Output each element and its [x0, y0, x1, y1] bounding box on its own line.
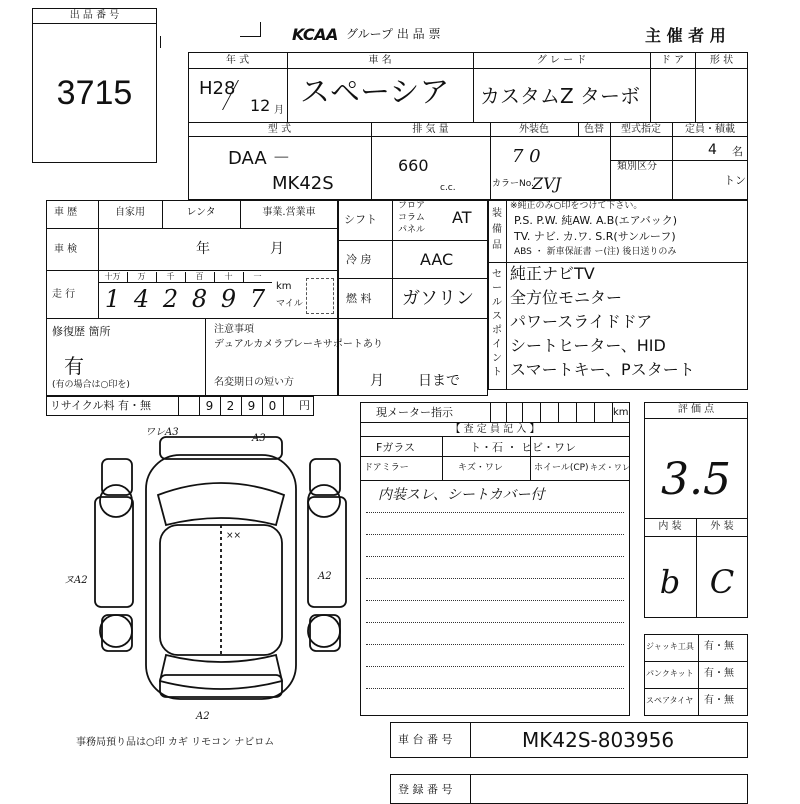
door-label: ド ア	[660, 55, 685, 66]
remark-line	[366, 512, 624, 513]
ac-value: AAC	[420, 250, 454, 269]
mileage-digit: 2	[162, 285, 179, 313]
notes-value: デュアルカメラブレーキサポートあり	[214, 339, 383, 350]
mileage-unit-label: 十	[224, 272, 233, 281]
shift-floor: フロア	[398, 201, 426, 211]
mileage-unit-label: 千	[166, 272, 175, 281]
grade-label: 評 価 点	[677, 404, 715, 415]
equipment-note: ※純正のみ○印をつけて下さい。	[510, 201, 643, 211]
recycle-digit: 9	[205, 399, 214, 413]
glass-options: ト・石 ・ ヒビ・ワレ	[470, 441, 576, 454]
accessory-label: スペアタイヤ	[646, 696, 694, 705]
type-designation-label: 型式指定	[621, 124, 661, 135]
mileage-unit-label: 十万	[104, 272, 121, 281]
remark-line	[366, 534, 624, 535]
ac-label: 冷 房	[346, 253, 372, 266]
grade-label: グ レ ー ド	[536, 55, 587, 66]
wheel-label-visible: ホイール(CP)	[534, 463, 589, 473]
capacity-unit: 名	[732, 145, 743, 158]
diagram-mark-rear: A2	[196, 711, 210, 722]
exterior-grade: C	[709, 563, 735, 601]
accessory-label: パンクキット	[646, 669, 694, 678]
fuel-value: ガソリン	[402, 288, 474, 309]
mileage-digit: 8	[191, 285, 208, 313]
remark-line	[366, 600, 624, 601]
remark-line	[366, 578, 624, 579]
recycle-digit: 2	[226, 399, 235, 413]
mileage-unit-label: 万	[137, 272, 146, 281]
mile-box	[306, 278, 334, 314]
sales-point-item: シートヒーター、HID	[510, 336, 666, 355]
registration-label: 登 録 番 号	[398, 783, 453, 796]
sales-points-label: セ ー ル ス ポ イ ン ト	[492, 269, 502, 378]
remark-line	[366, 688, 624, 689]
inspection-month: 月	[270, 241, 284, 257]
mirror-options: キズ・ワレ	[458, 463, 503, 473]
history-private: 自家用	[115, 207, 145, 218]
displacement-label: 排 気 量	[412, 124, 449, 135]
shift-column: コラム	[398, 213, 425, 223]
repair-label: 修復歴 箇所	[52, 325, 111, 338]
km-label: km	[276, 281, 292, 292]
sales-point-item: スマートキー、Pスタート	[510, 360, 695, 379]
cc-unit: c.c.	[440, 183, 456, 193]
recycle-digit: 0	[268, 399, 277, 413]
month-unit: 月	[274, 105, 284, 116]
capacity-label: 定員・積載	[685, 124, 735, 135]
mileage-digit: 7	[249, 285, 266, 313]
color-value: 7 0	[512, 146, 541, 167]
brand-logo: KCAA	[292, 25, 338, 44]
mileage-digit: 4	[133, 285, 150, 313]
interior-grade: b	[659, 563, 681, 601]
accessory-value: 有・無	[704, 668, 734, 679]
grade-score: 3.5	[661, 454, 731, 505]
displacement-value: 660	[398, 156, 429, 175]
shift-label: シフト	[344, 213, 377, 226]
remark-line	[366, 622, 624, 623]
equipment-label: 装 備 品	[492, 208, 502, 251]
year-label: 年 式	[225, 55, 250, 66]
category-label: 類別区分	[617, 161, 657, 172]
shift-panel: パネル	[398, 225, 426, 235]
chassis-label: 車 台 番 号	[398, 733, 453, 746]
equipment-row3: ABS ・ 新車保証書 ー(注) 後日送りのみ	[514, 247, 677, 257]
mirror-label: ドアミラー	[364, 463, 409, 473]
vehicle-damage-diagram	[88, 425, 348, 725]
model-code: MK42S	[272, 173, 334, 194]
glass-label: Fガラス	[376, 441, 415, 454]
shift-value: AT	[452, 208, 472, 227]
lot-label: 出 品 番 号	[69, 10, 120, 21]
form-title: グループ 出 品 票	[346, 27, 441, 41]
history-label: 車 歴	[54, 207, 78, 218]
diagram-footer: 事務局預り品は○印 カギ リモコン ナビロム	[76, 737, 275, 748]
car-name: スペーシア	[300, 75, 450, 110]
recycle-label: リサイクル料 有・無	[50, 399, 151, 412]
exterior-label: 外 装	[710, 521, 734, 532]
inspector-section-label: 【 査 定 員 記 入 】	[450, 424, 540, 435]
mileage-digit: 1	[104, 285, 121, 313]
sales-point-item: パワースライドドア	[510, 312, 653, 331]
inspection-year: 年	[196, 241, 210, 257]
model-label: 型 式	[267, 124, 292, 135]
name-label: 車 名	[368, 55, 392, 66]
capacity-value: 4	[708, 142, 717, 158]
diagram-mark-roof: ××	[226, 531, 242, 541]
accessory-value: 有・無	[704, 695, 734, 706]
equipment-row1: P.S. P.W. 純AW. A.B(エアバック)	[514, 214, 678, 227]
repair-value: 有	[64, 354, 84, 378]
remark-line	[366, 644, 624, 645]
mileage-unit-label: 百	[195, 272, 204, 281]
rename-day: 日まで	[418, 373, 460, 389]
year-era: H28	[199, 78, 236, 99]
color-label: 外装色	[519, 124, 549, 135]
year-month: 12	[250, 96, 271, 115]
rename-label: 名変期日の短い方	[214, 377, 294, 388]
equipment-row2: TV. ナビ. カ.ワ. S.R(サンルーフ)	[514, 230, 676, 243]
rename-month: 月	[370, 373, 384, 389]
chassis-number: MK42S-803956	[522, 728, 675, 752]
history-commercial: 事業.営業車	[262, 207, 316, 218]
wheel-options: キズ・ワレ	[590, 463, 630, 472]
color-no-value: ZVJ	[532, 174, 562, 193]
meter-label: 現メーター指示	[376, 406, 453, 419]
interior-label: 内 装	[658, 521, 682, 532]
sales-point-item: 純正ナビTV	[510, 264, 595, 283]
lot-number: 3715	[56, 74, 133, 112]
repaint-label: 色替	[584, 124, 604, 135]
fuel-label: 燃 料	[346, 292, 372, 305]
diagram-mark-left: ヌA2	[64, 575, 88, 586]
inspection-label: 車 検	[54, 244, 78, 255]
repair-note: (有の場合は○印を)	[52, 380, 130, 390]
grade-value: カスタムZ ターボ	[480, 84, 641, 108]
accessory-value: 有・無	[704, 641, 734, 652]
history-rental: レンタ	[186, 207, 216, 218]
organizer-label: 主 催 者 用	[645, 26, 726, 45]
mile-label: マイル	[276, 299, 303, 309]
recycle-digit: 9	[247, 399, 256, 413]
notes-label: 注意事項	[214, 324, 254, 335]
color-no-label: カラーNo.	[492, 179, 534, 189]
sales-point-item: 全方位モニター	[510, 288, 623, 307]
remark-line	[366, 556, 624, 557]
recycle-yen: 円	[299, 399, 310, 412]
mileage-unit-label: 一	[253, 272, 262, 281]
mileage-label: 走 行	[52, 289, 76, 300]
diagram-mark-front-right: A3	[252, 433, 266, 444]
diagram-mark-front-left: ワレA3	[145, 427, 179, 438]
meter-unit: km	[613, 407, 629, 418]
model-prefix: DAA －	[228, 148, 291, 169]
inspector-remark: 内装スレ、シートカバー付	[378, 487, 545, 503]
diagram-mark-right: A2	[318, 571, 332, 582]
shape-label: 形 状	[709, 55, 734, 66]
load-unit: トン	[724, 174, 746, 187]
accessory-label: ジャッキ工具	[646, 642, 694, 651]
mileage-digit: 9	[220, 285, 237, 313]
remark-line	[366, 666, 624, 667]
